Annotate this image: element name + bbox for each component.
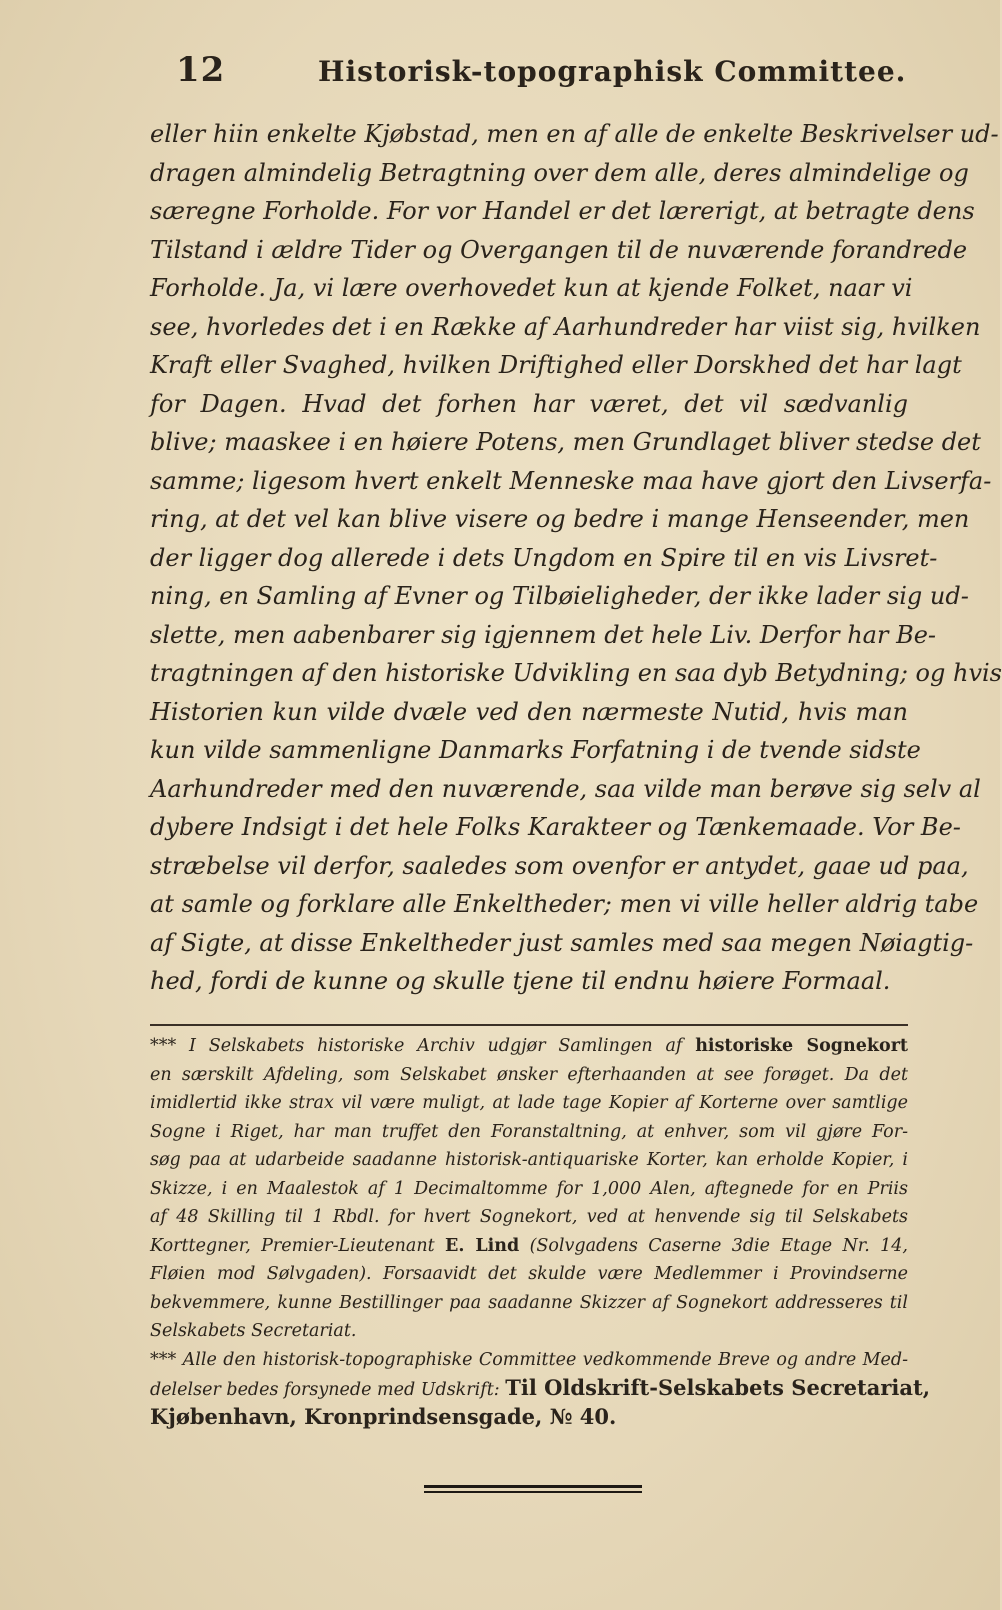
footnote-line: søg paa at udarbeide saadanne historisk-antiquariske Korter, kan erholde Kopier, i [150, 1150, 908, 1170]
end-ornament-rule [424, 1485, 642, 1493]
body-line: slette, men aabenbarer sig igjennem det hele Liv. Derfor har Be- [150, 620, 937, 649]
body-line: kun vilde sammenligne Danmarks Forfatning i de tvende sidste [150, 736, 921, 764]
address-text: Til Oldskrift-Selskabets Secretariat, [505, 1375, 931, 1400]
body-line: hed, fordi de kunne og skulle tjene til endnu høiere Formaal. [150, 967, 891, 995]
body-line: dragen almindelig Betragtning over dem alle, deres almindelige og [150, 158, 969, 187]
page-number: 12 [176, 50, 226, 90]
footnote-bold-text: historiske Sognekort [695, 1036, 908, 1056]
body-line: blive; maaskee i en høiere Potens, men Grundlaget bliver stedse det [150, 428, 981, 456]
body-line: særegne Forholde. For vor Handel er det lærerigt, at betragte dens [150, 197, 975, 225]
body-line: at samle og forklare alle Enkeltheder; men vi ville heller aldrig tabe [150, 890, 979, 918]
footnote-line: *** Alle den historisk-topographiske Committee vedkommende Breve og andre Med- [150, 1349, 908, 1370]
footnote-line: Sogne i Riget, har man truffet den Foranstaltning, at enhver, som vil gjøre For- [150, 1121, 908, 1142]
body-line: af Sigte, at disse Enkeltheder just samles med saa megen Nøiagtig- [150, 928, 974, 957]
body-line: Aarhundreder med den nuværende, saa vilde man berøve sig selv al [150, 774, 981, 803]
footnote-line [150, 1403, 908, 1432]
footnote-text: *** I Selskabets historiske Archiv udgjør Samlingen af [150, 1036, 683, 1056]
body-line: dybere Indsigt i det hele Folks Karakteer og Tænkemaade. Vor Be- [150, 813, 961, 841]
body-line: Kraft eller Svaghed, hvilken Driftighed eller Dorskhed det har lagt [150, 351, 962, 379]
footnote-bold-text: E. Lind [445, 1235, 520, 1256]
body-line: der ligger dog allerede i dets Ungdom en Spire til en vis Livsret- [150, 543, 938, 572]
footnote-line [150, 1232, 908, 1261]
footnote-line: Selskabets Secretariat. [150, 1321, 357, 1341]
body-line: samme; ligesom hvert enkelt Menneske maa have gjort den Livserfa- [150, 466, 992, 495]
footnote-text: (Solvgadens Caserne 3die Etage Nr. 14, [529, 1235, 908, 1256]
footnote-line: bekvemmere, kunne Bestillinger paa saadanne Skizzer af Sognekort addresseres til [150, 1292, 908, 1313]
body-line: Tilstand i ældre Tider og Overgangen til de nuværende forandrede [150, 235, 968, 264]
footnote-text: Korttegner, Premier-Lieutenant [150, 1235, 435, 1256]
body-line: Forholde. Ja, vi lære overhovedet kun at kjende Folket, naar vi [150, 274, 913, 302]
footnote-line [150, 1374, 931, 1403]
footnote-line: en særskilt Afdeling, som Selskabet ønsker efterhaanden at see forøget. Da det [150, 1064, 908, 1085]
body-line: eller hiin enkelte Kjøbstad, men en af alle de enkelte Beskrivelser ud- [150, 120, 999, 148]
footnote-text: delelser bedes forsynede med Udskrift: [150, 1380, 500, 1400]
body-line: see, hvorledes det i en Række af Aarhundreder har viist sig, hvilken [150, 312, 981, 341]
body-line: for Dagen. Hvad det forhen har været, det vil sædvanlig [150, 389, 908, 418]
body-line: ning, en Samling af Evner og Tilbøieligheder, der ikke lader sig ud- [150, 582, 969, 610]
body-line: ring, at det vel kan blive visere og bedre i mange Henseender, men [150, 505, 970, 533]
footnote-rule [150, 1024, 908, 1026]
footnote-line: imidlertid ikke strax vil være muligt, at lade tage Kopier af Korterne over samtlige [150, 1093, 908, 1113]
body-text [150, 115, 1002, 1001]
body-line: stræbelse vil derfor, saaledes som ovenfor er antydet, gaae ud paa, [150, 851, 969, 880]
body-line: Historien kun vilde dvæle ved den nærmeste Nutid, hvis man [150, 697, 908, 726]
body-line: tragtningen af den historiske Udvikling en saa dyb Betydning; og hvis [150, 659, 1002, 687]
footnote-line: Skizze, i en Maalestok af 1 Decimaltomme for 1,000 Alen, aftegnede for en Priis [150, 1178, 908, 1199]
footnote-line [150, 1032, 908, 1061]
footnote-line: Fløien mod Sølvgaden). Forsaavidt det skulde være Medlemmer i Provindserne [150, 1264, 908, 1284]
running-head: Historisk-topographisk Committee. [318, 55, 907, 88]
footnote-line: af 48 Skilling til 1 Rbdl. for hvert Sognekort, ved at henvende sig til Selskabets [150, 1207, 908, 1227]
address-text: Kjøbenhavn, Kronprindsensgade, № 40. [150, 1403, 617, 1429]
footnotes [150, 1032, 931, 1431]
